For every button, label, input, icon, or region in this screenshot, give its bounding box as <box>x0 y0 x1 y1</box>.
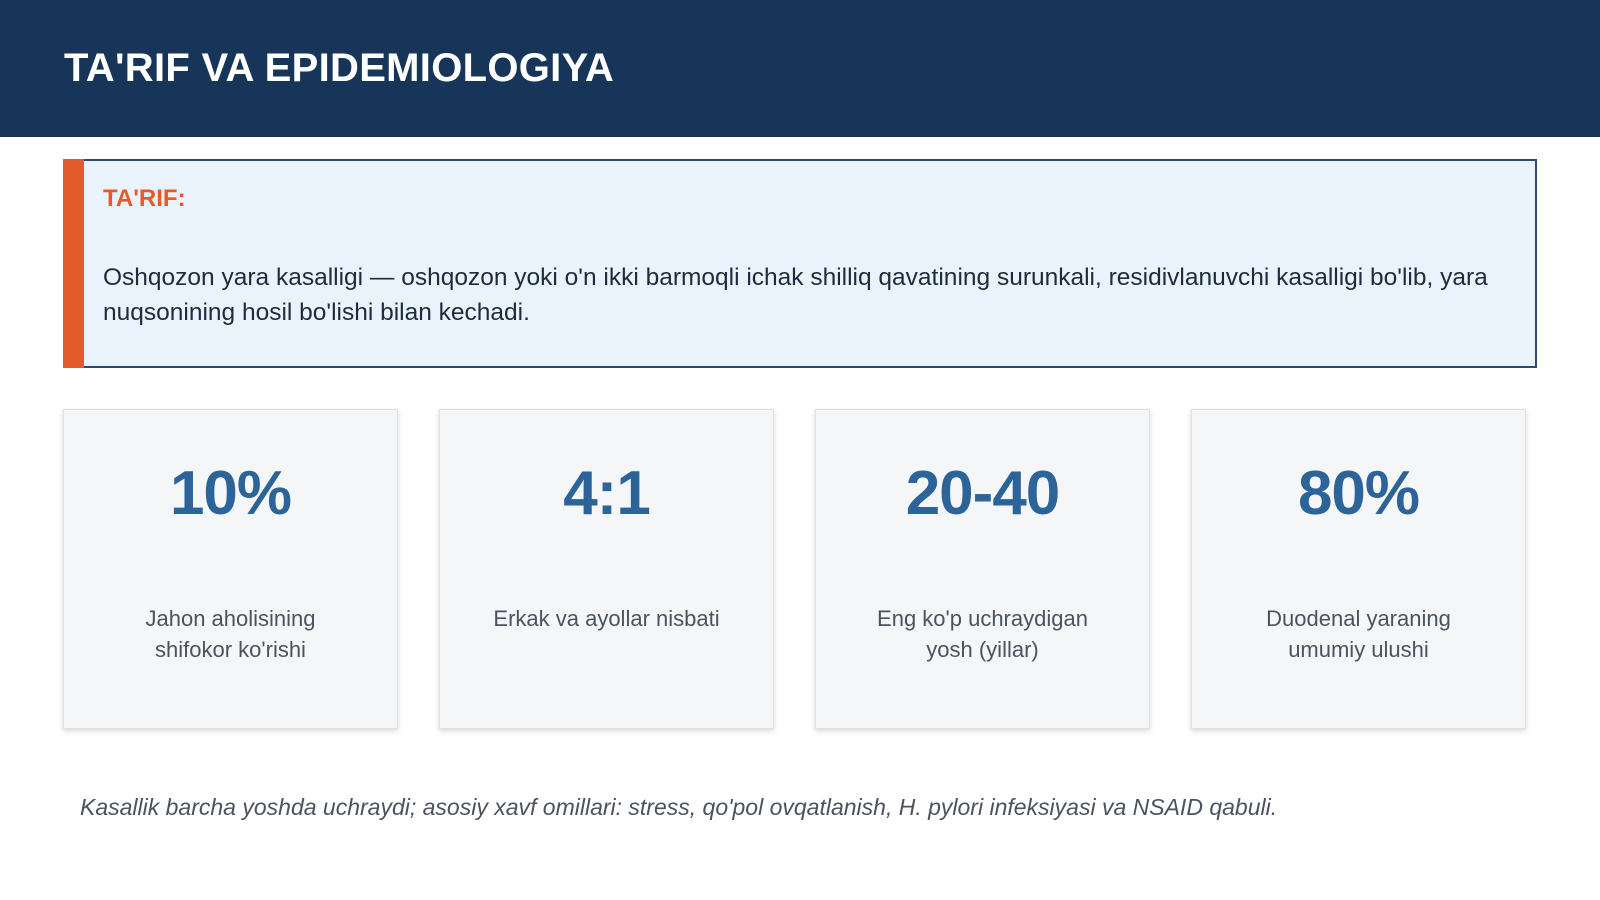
stat-label: Eng ko'p uchraydigan yosh (yillar) <box>877 606 1088 662</box>
stat-card-prevalence <box>63 409 398 729</box>
stat-card-sex-ratio <box>439 409 774 729</box>
risk-factors-footnote: Kasallik barcha yoshda uchraydi; asosiy xavf omillari: stress, qo'pol ovqatlanish, H. pylori infeksiyasi va NSAID qabuli. <box>80 794 1278 820</box>
stat-label: Erkak va ayollar nisbati <box>493 606 720 631</box>
stat-value: 4:1 <box>563 459 650 528</box>
definition-label: TA'RIF: <box>103 185 186 212</box>
definition-text: Oshqozon yara kasalligi — oshqozon yoki o'n ikki barmoqli ichak shilliq qavatining surunkali, residivlanuvchi kasalligi bo'lib, yara nuqsonining hosil bo'lishi bilan kechadi. <box>103 264 1488 326</box>
page-title: TA'RIF VA EPIDEMIOLOGIYA <box>64 46 615 90</box>
stat-label: Jahon aholisining shifokor ko'rishi <box>145 606 316 662</box>
definition-accent-bar <box>63 159 84 368</box>
stat-value: 80% <box>1297 459 1420 528</box>
definition-box <box>63 159 1537 368</box>
stat-card-age-range <box>815 409 1150 729</box>
stat-value: 10% <box>169 459 292 528</box>
stat-card-duodenal-share <box>1191 409 1526 729</box>
title-bar <box>0 0 1600 137</box>
stat-value: 20-40 <box>905 459 1060 528</box>
stat-label: Duodenal yaraning umumiy ulushi <box>1266 606 1451 662</box>
